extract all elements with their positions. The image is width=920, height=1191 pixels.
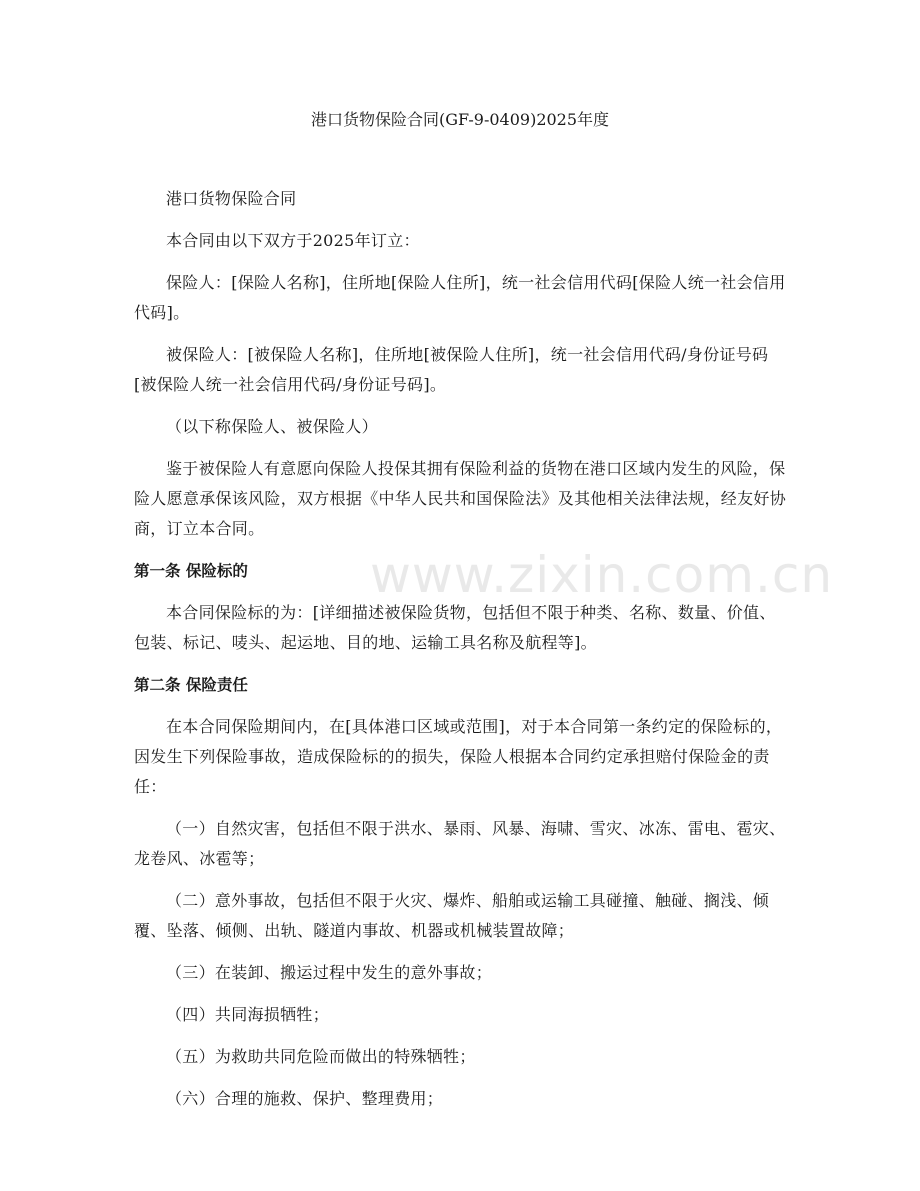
- heading-article-2: 第二条 保险责任: [134, 676, 248, 694]
- paragraph-subtitle: 港口货物保险合同: [166, 189, 297, 208]
- watermark: www.zixin.com.cn: [370, 546, 834, 604]
- list-item-4: （四）共同海损牺牲；: [166, 1005, 330, 1024]
- paragraph-intro: 本合同由以下双方于2025年订立：: [166, 231, 420, 250]
- paragraph-subject-matter: 本合同保险标的为：[详细描述被保险货物，包括但不限于种类、名称、数量、价值、包装、标记、唛头、起运地、目的地、运输工具名称及航程等]。: [134, 603, 776, 652]
- list-item-5: （五）为救助共同危险而做出的特殊牺牲；: [166, 1047, 476, 1066]
- document-title: 港口货物保险合同(GF-9-0409)2025年度: [310, 110, 610, 129]
- paragraph-insured: 被保险人：[被保险人名称]，住所地[被保险人住所]，统一社会信用代码/身份证号码[被保险人统一社会信用代码/身份证号码]。: [134, 345, 769, 394]
- paragraph-insurer: 保险人：[保险人名称]，住所地[保险人住所]，统一社会信用代码[保险人统一社会信用代码]。: [134, 273, 786, 322]
- list-item-3: （三）在装卸、搬运过程中发生的意外事故；: [166, 963, 493, 982]
- paragraph-coverage: 在本合同保险期间内，在[具体港口区域或范围]，对于本合同第一条约定的保险标的，因发生下列保险事故，造成保险标的的损失，保险人根据本合同约定承担赔付保险金的责任：: [134, 717, 783, 796]
- paragraph-recital: 鉴于被保险人有意愿向保险人投保其拥有保险利益的货物在港口区域内发生的风险，保险人愿意承保该风险，双方根据《中华人民共和国保险法》及其他相关法律法规，经友好协商，订立本合同。: [134, 459, 787, 538]
- list-item-6: （六）合理的施救、保护、整理费用；: [166, 1089, 444, 1108]
- paragraph-parties-note: （以下称保险人、被保险人）: [166, 417, 378, 436]
- document-body: [134, 184, 786, 1126]
- heading-article-1: 第一条 保险标的: [134, 562, 248, 580]
- list-item-2: （二）意外事故，包括但不限于火灾、爆炸、船舶或运输工具碰撞、触碰、搁浅、倾覆、坠落、倾侧、出轨、隧道内事故、机器或机械装置故障；: [134, 891, 770, 940]
- list-item-1: （一）自然灾害，包括但不限于洪水、暴雨、风暴、海啸、雪灾、冰冻、雷电、雹灾、龙卷风、冰雹等；: [134, 819, 786, 868]
